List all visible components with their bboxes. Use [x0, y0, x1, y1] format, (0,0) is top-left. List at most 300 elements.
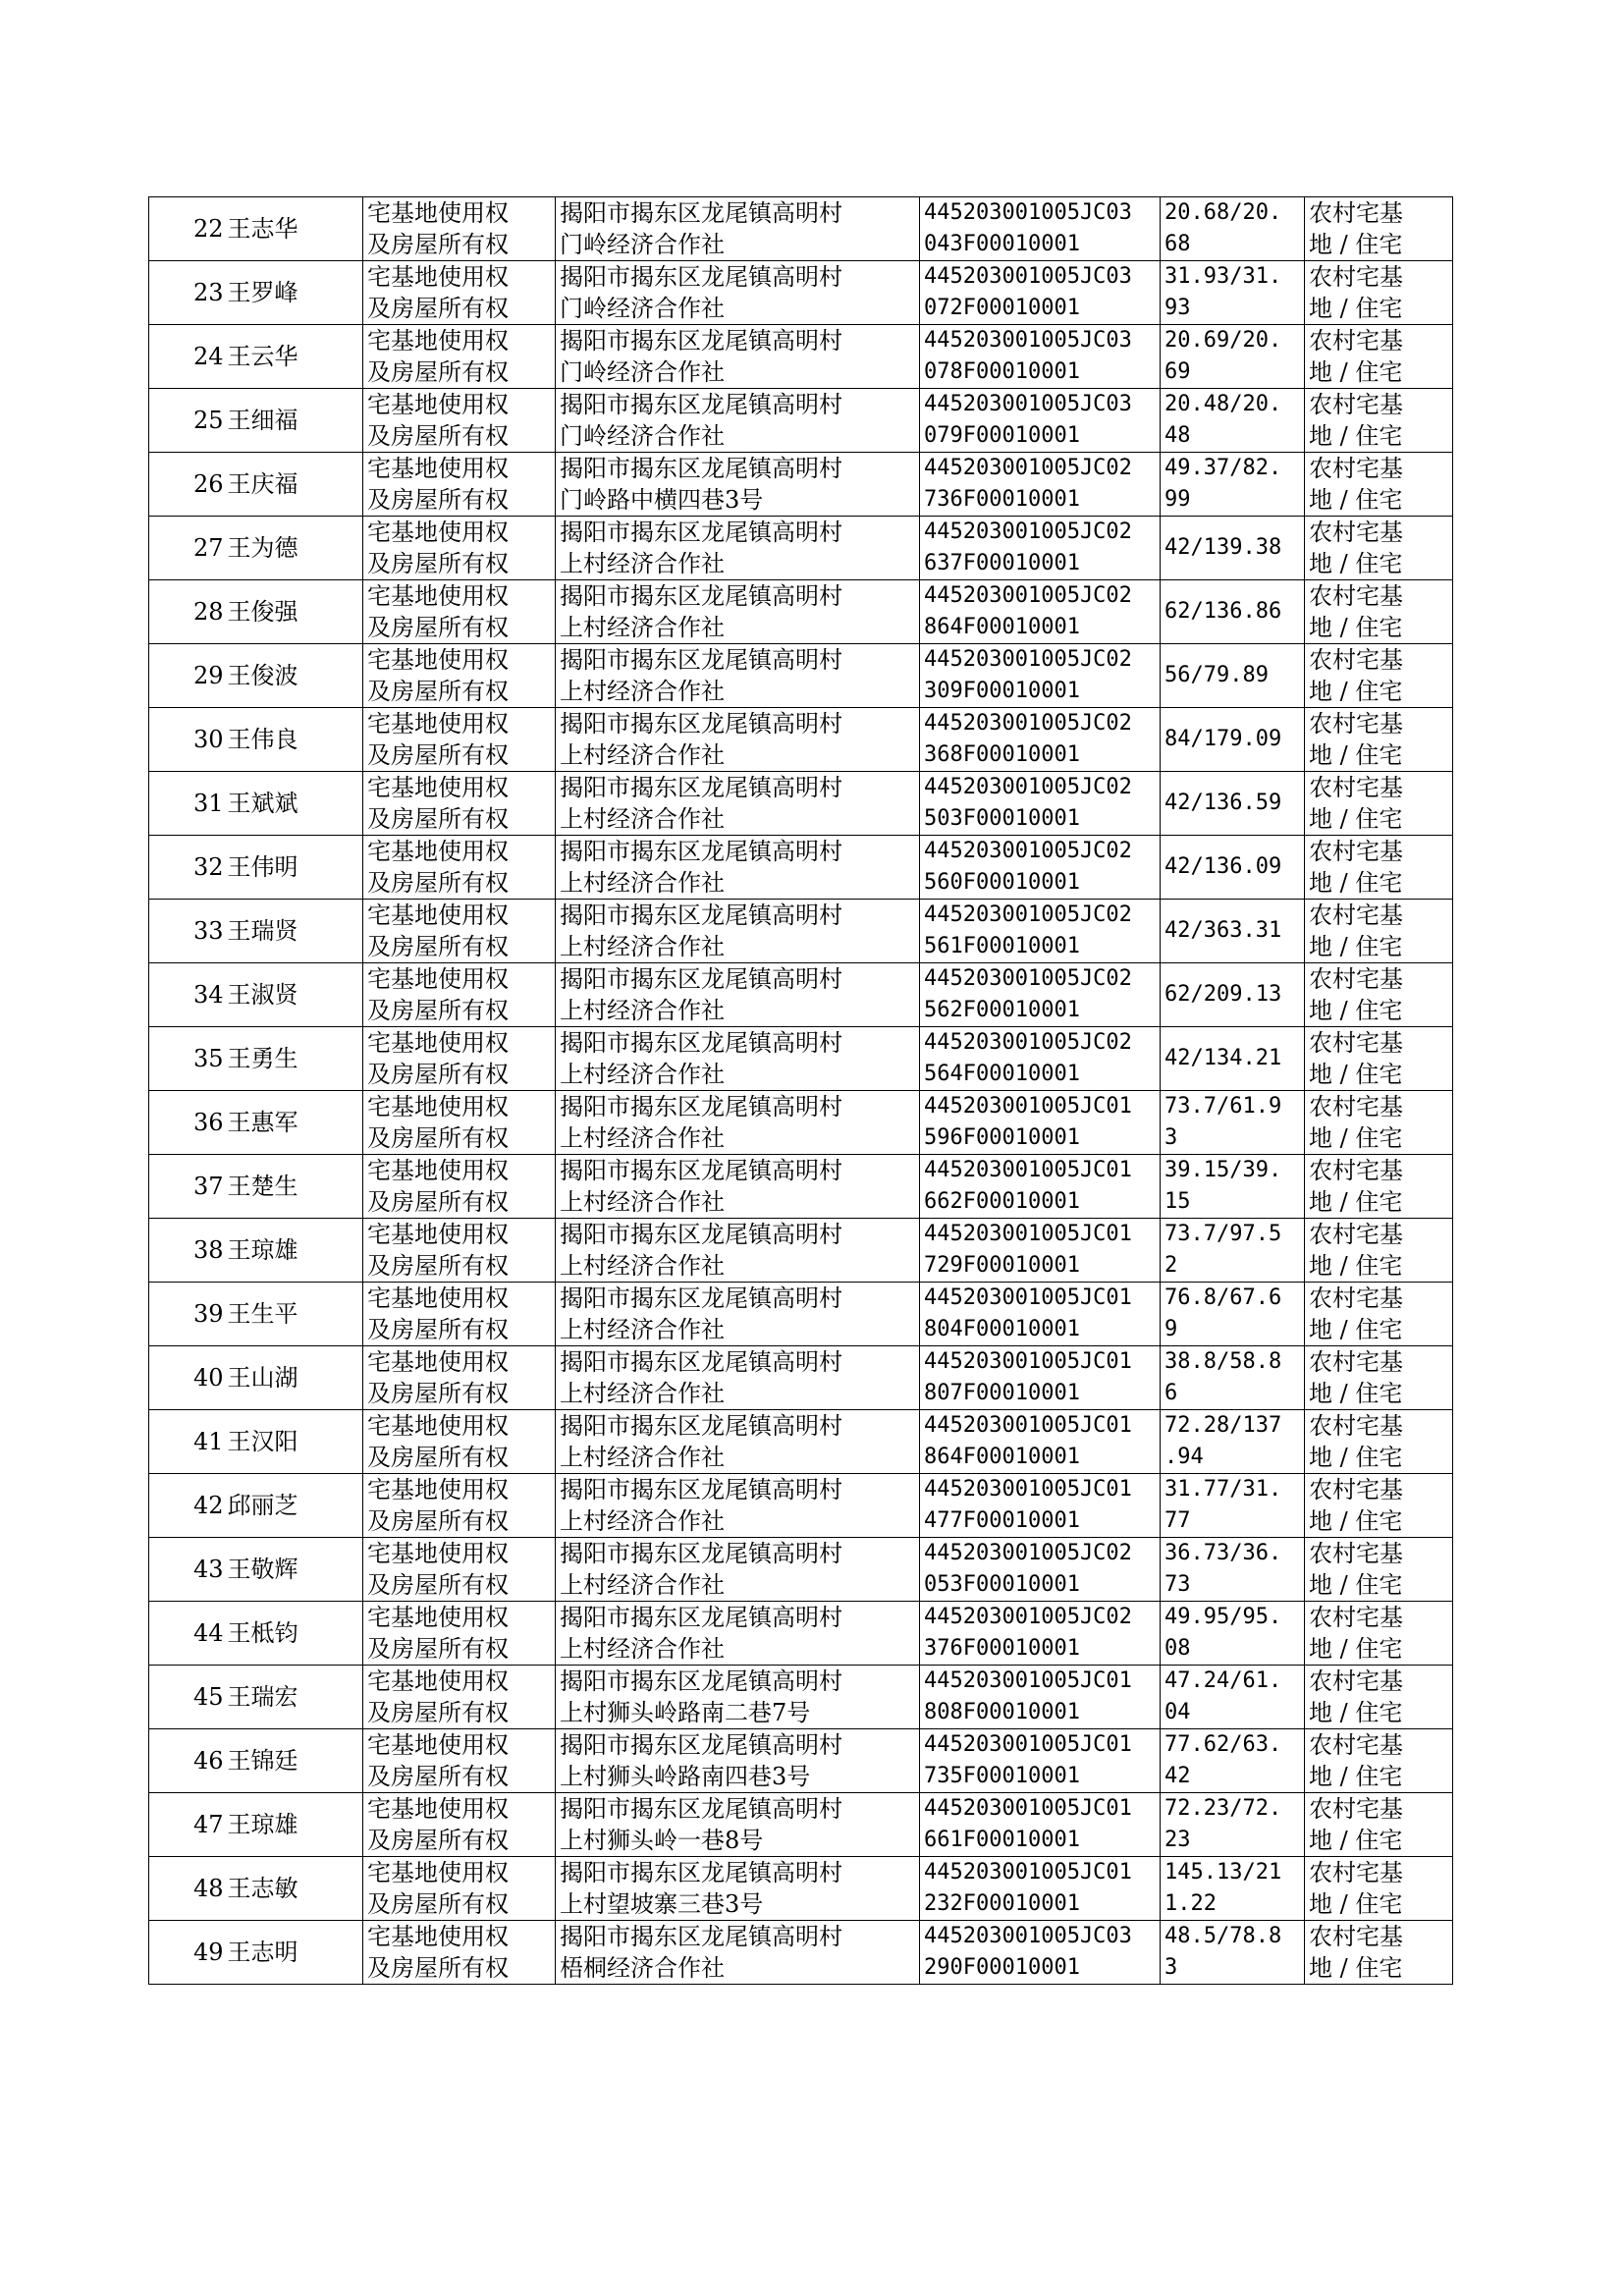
unit-code-line: 637F00010001 [924, 551, 1080, 575]
owner-name-cell: 王淑贤 [226, 963, 363, 1027]
table-row [149, 1091, 1453, 1155]
unit-code-cell [920, 900, 1161, 963]
area-value-cell [1161, 1219, 1305, 1283]
right-type-line: 及房屋所有权 [367, 550, 509, 577]
land-use-line: 农村宅基 [1309, 1476, 1403, 1503]
address-cell [556, 1219, 920, 1283]
table-row [149, 1666, 1453, 1729]
land-use-cell [1305, 197, 1453, 261]
land-use-line: 农村宅基 [1309, 1731, 1403, 1759]
unit-code-cell [920, 261, 1161, 325]
address-line: 揭阳市揭东区龙尾镇高明村 [560, 1476, 842, 1503]
unit-code-line: 445203001005JC02 [924, 519, 1132, 544]
area-value-line: 56/79.89 [1164, 663, 1269, 687]
right-type-line: 宅基地使用权 [367, 199, 509, 227]
land-use-line: 农村宅基 [1309, 1540, 1403, 1567]
right-type-cell [363, 1921, 556, 1985]
unit-code-line: 445203001005JC02 [924, 966, 1132, 991]
land-use-cell [1305, 580, 1453, 644]
land-use-line: 地 / 住宅 [1309, 1954, 1403, 1982]
address-line: 揭阳市揭东区龙尾镇高明村 [560, 1731, 842, 1759]
address-line: 上村经济合作社 [560, 805, 725, 833]
area-value-cell [1161, 708, 1305, 772]
table-row [149, 1602, 1453, 1666]
address-line: 上村经济合作社 [560, 1444, 725, 1471]
land-use-cell [1305, 1921, 1453, 1985]
unit-code-cell [920, 1155, 1161, 1219]
table-row [149, 1027, 1453, 1091]
unit-code-line: 503F00010001 [924, 806, 1080, 831]
address-cell [556, 1921, 920, 1985]
right-type-line: 及房屋所有权 [367, 486, 509, 514]
area-value-cell [1161, 1155, 1305, 1219]
unit-code-line: 445203001005JC01 [924, 1158, 1132, 1182]
address-cell [556, 261, 920, 325]
owner-name-cell: 王云华 [226, 325, 363, 389]
land-use-line: 地 / 住宅 [1309, 1890, 1403, 1918]
land-use-line: 农村宅基 [1309, 1221, 1403, 1248]
right-type-cell [363, 453, 556, 517]
right-type-line: 宅基地使用权 [367, 1795, 509, 1823]
land-use-line: 农村宅基 [1309, 1859, 1403, 1886]
address-line: 上村经济合作社 [560, 1571, 725, 1599]
area-value-line: 36.73/36. [1164, 1541, 1282, 1565]
land-use-line: 农村宅基 [1309, 710, 1403, 738]
unit-code-line: 043F00010001 [924, 232, 1080, 256]
unit-code-cell [920, 1091, 1161, 1155]
address-cell [556, 517, 920, 580]
area-value-line: 76.8/67.6 [1164, 1285, 1282, 1310]
land-use-line: 地 / 住宅 [1309, 805, 1403, 833]
right-type-cell [363, 1729, 556, 1793]
land-use-line: 地 / 住宅 [1309, 1444, 1403, 1471]
area-value-line: 42/136.09 [1164, 854, 1282, 879]
land-use-cell [1305, 1474, 1453, 1538]
area-value-line: 73.7/61.9 [1164, 1094, 1282, 1119]
unit-code-line: 445203001005JC02 [924, 1605, 1132, 1629]
unit-code-line: 560F00010001 [924, 870, 1080, 895]
unit-code-line: 808F00010001 [924, 1700, 1080, 1724]
unit-code-line: 561F00010001 [924, 934, 1080, 958]
unit-code-line: 445203001005JC01 [924, 1413, 1132, 1438]
row-index-cell: 39 [149, 1283, 226, 1346]
owner-name-cell: 王琼雄 [226, 1219, 363, 1283]
land-use-line: 农村宅基 [1309, 1348, 1403, 1376]
area-value-line: 31.77/31. [1164, 1477, 1282, 1502]
land-use-cell [1305, 1729, 1453, 1793]
unit-code-line: 445203001005JC02 [924, 456, 1132, 480]
area-value-cell [1161, 1283, 1305, 1346]
unit-code-line: 445203001005JC02 [924, 839, 1132, 863]
right-type-line: 及房屋所有权 [367, 1444, 509, 1471]
land-use-line: 地 / 住宅 [1309, 1699, 1403, 1726]
unit-code-cell [920, 1857, 1161, 1921]
unit-code-line: 662F00010001 [924, 1189, 1080, 1214]
unit-code-line: 445203001005JC01 [924, 1477, 1132, 1502]
land-use-cell [1305, 517, 1453, 580]
address-line: 揭阳市揭东区龙尾镇高明村 [560, 263, 842, 291]
unit-code-line: 661F00010001 [924, 1828, 1080, 1852]
unit-code-cell [920, 1283, 1161, 1346]
right-type-line: 及房屋所有权 [367, 358, 509, 386]
right-type-line: 及房屋所有权 [367, 997, 509, 1024]
address-cell [556, 1027, 920, 1091]
row-index-cell: 23 [149, 261, 226, 325]
right-type-line: 及房屋所有权 [367, 1316, 509, 1343]
area-value-line: .94 [1164, 1445, 1204, 1469]
owner-name-cell: 王山湖 [226, 1346, 363, 1410]
right-type-line: 及房屋所有权 [367, 678, 509, 705]
area-value-line: 38.8/58.8 [1164, 1349, 1282, 1374]
address-line: 上村狮头岭路南四巷3号 [560, 1763, 811, 1790]
right-type-line: 及房屋所有权 [367, 1890, 509, 1918]
right-type-cell [363, 580, 556, 644]
owner-name-cell: 王楚生 [226, 1155, 363, 1219]
right-type-cell [363, 1602, 556, 1666]
address-line: 揭阳市揭东区龙尾镇高明村 [560, 199, 842, 227]
unit-code-line: 562F00010001 [924, 998, 1080, 1022]
row-index-cell: 46 [149, 1729, 226, 1793]
unit-code-line: 596F00010001 [924, 1125, 1080, 1150]
row-index-cell: 29 [149, 644, 226, 708]
address-line: 揭阳市揭东区龙尾镇高明村 [560, 646, 842, 674]
owner-name-cell: 王瑞贤 [226, 900, 363, 963]
area-value-line: 73.7/97.5 [1164, 1222, 1282, 1246]
table-row [149, 1410, 1453, 1474]
unit-code-line: 445203001005JC01 [924, 1094, 1132, 1119]
right-type-cell [363, 1857, 556, 1921]
right-type-cell [363, 517, 556, 580]
land-use-line: 地 / 住宅 [1309, 614, 1403, 641]
address-line: 上村经济合作社 [560, 1124, 725, 1152]
unit-code-line: 445203001005JC03 [924, 1924, 1132, 1948]
right-type-line: 宅基地使用权 [367, 710, 509, 738]
unit-code-line: 445203001005JC03 [924, 264, 1132, 289]
address-cell [556, 389, 920, 453]
right-type-line: 及房屋所有权 [367, 1061, 509, 1088]
area-value-line: 23 [1164, 1828, 1191, 1852]
address-line: 上村经济合作社 [560, 933, 725, 960]
land-use-cell [1305, 1155, 1453, 1219]
land-use-line: 农村宅基 [1309, 1029, 1403, 1057]
unit-code-line: 864F00010001 [924, 1445, 1080, 1469]
address-line: 揭阳市揭东区龙尾镇高明村 [560, 1604, 842, 1631]
land-use-line: 地 / 住宅 [1309, 933, 1403, 960]
address-line: 揭阳市揭东区龙尾镇高明村 [560, 1348, 842, 1376]
unit-code-cell [920, 1538, 1161, 1602]
area-value-line: 48.5/78.8 [1164, 1924, 1282, 1948]
area-value-line: 99 [1164, 487, 1191, 512]
right-type-line: 宅基地使用权 [367, 774, 509, 801]
area-value-cell [1161, 1538, 1305, 1602]
land-use-cell [1305, 325, 1453, 389]
row-index-cell: 26 [149, 453, 226, 517]
address-line: 门岭经济合作社 [560, 358, 725, 386]
address-line: 上村经济合作社 [560, 550, 725, 577]
unit-code-cell [920, 836, 1161, 900]
right-type-cell [363, 261, 556, 325]
land-use-cell [1305, 1666, 1453, 1729]
address-line: 上村望坡寨三巷3号 [560, 1890, 764, 1918]
unit-code-line: 445203001005JC03 [924, 200, 1132, 225]
land-use-line: 地 / 住宅 [1309, 741, 1403, 769]
area-value-line: 15 [1164, 1189, 1191, 1214]
row-index-cell: 43 [149, 1538, 226, 1602]
table-row [149, 963, 1453, 1027]
area-value-cell [1161, 644, 1305, 708]
land-use-cell [1305, 1602, 1453, 1666]
address-cell [556, 1474, 920, 1538]
right-type-line: 及房屋所有权 [367, 805, 509, 833]
area-value-line: 9 [1164, 1317, 1178, 1341]
right-type-cell [363, 963, 556, 1027]
right-type-line: 宅基地使用权 [367, 838, 509, 865]
row-index-cell: 30 [149, 708, 226, 772]
address-line: 上村经济合作社 [560, 869, 725, 897]
unit-code-line: 445203001005JC03 [924, 392, 1132, 416]
address-line: 梧桐经济合作社 [560, 1954, 725, 1982]
area-value-line: 2 [1164, 1253, 1178, 1278]
address-line: 揭阳市揭东区龙尾镇高明村 [560, 902, 842, 929]
right-type-line: 及房屋所有权 [367, 1124, 509, 1152]
area-value-line: 42/139.38 [1164, 535, 1282, 560]
row-index-cell: 31 [149, 772, 226, 836]
area-value-line: 39.15/39. [1164, 1158, 1282, 1182]
right-type-line: 及房屋所有权 [367, 1635, 509, 1663]
unit-code-cell [920, 1410, 1161, 1474]
owner-name-cell: 王敬辉 [226, 1538, 363, 1602]
row-index-cell: 28 [149, 580, 226, 644]
address-line: 揭阳市揭东区龙尾镇高明村 [560, 774, 842, 801]
area-value-cell [1161, 325, 1305, 389]
area-value-cell [1161, 1410, 1305, 1474]
unit-code-line: 445203001005JC02 [924, 1541, 1132, 1565]
unit-code-line: 072F00010001 [924, 296, 1080, 320]
unit-code-cell [920, 1921, 1161, 1985]
land-use-cell [1305, 1219, 1453, 1283]
address-cell [556, 453, 920, 517]
table-row [149, 389, 1453, 453]
area-value-line: 47.24/61. [1164, 1668, 1282, 1693]
unit-code-cell [920, 644, 1161, 708]
right-type-cell [363, 1666, 556, 1729]
area-value-cell [1161, 1027, 1305, 1091]
owner-name-cell: 王志明 [226, 1921, 363, 1985]
unit-code-cell [920, 325, 1161, 389]
land-use-line: 地 / 住宅 [1309, 486, 1403, 514]
right-type-line: 及房屋所有权 [367, 422, 509, 450]
address-line: 揭阳市揭东区龙尾镇高明村 [560, 1795, 842, 1823]
land-use-line: 农村宅基 [1309, 1604, 1403, 1631]
address-line: 揭阳市揭东区龙尾镇高明村 [560, 1667, 842, 1695]
right-type-line: 宅基地使用权 [367, 1029, 509, 1057]
address-cell [556, 963, 920, 1027]
area-value-line: 08 [1164, 1636, 1191, 1661]
address-cell [556, 644, 920, 708]
right-type-line: 及房屋所有权 [367, 295, 509, 322]
right-type-line: 宅基地使用权 [367, 646, 509, 674]
land-use-line: 地 / 住宅 [1309, 1635, 1403, 1663]
area-value-line: 20.69/20. [1164, 328, 1282, 353]
owner-name-cell: 王琼雄 [226, 1793, 363, 1857]
right-type-line: 宅基地使用权 [367, 1284, 509, 1312]
area-value-line: 42/136.59 [1164, 791, 1282, 815]
table-row [149, 1219, 1453, 1283]
owner-name-cell: 王庆福 [226, 453, 363, 517]
land-use-line: 地 / 住宅 [1309, 1380, 1403, 1407]
table-row [149, 1474, 1453, 1538]
address-cell [556, 1793, 920, 1857]
table-row [149, 580, 1453, 644]
right-type-cell [363, 1219, 556, 1283]
address-cell [556, 900, 920, 963]
address-line: 揭阳市揭东区龙尾镇高明村 [560, 582, 842, 610]
area-value-cell [1161, 389, 1305, 453]
address-line: 揭阳市揭东区龙尾镇高明村 [560, 519, 842, 546]
address-line: 门岭路中横四巷3号 [560, 486, 764, 514]
unit-code-line: 079F00010001 [924, 423, 1080, 448]
row-index-cell: 45 [149, 1666, 226, 1729]
row-index-cell: 36 [149, 1091, 226, 1155]
right-type-cell [363, 900, 556, 963]
land-use-cell [1305, 1793, 1453, 1857]
area-value-line: 42/363.31 [1164, 918, 1282, 943]
right-type-line: 宅基地使用权 [367, 1604, 509, 1631]
right-type-cell [363, 1474, 556, 1538]
land-use-cell [1305, 389, 1453, 453]
land-use-line: 地 / 住宅 [1309, 358, 1403, 386]
area-value-cell [1161, 1921, 1305, 1985]
address-line: 上村经济合作社 [560, 1316, 725, 1343]
owner-name-cell: 王俊强 [226, 580, 363, 644]
unit-code-line: 445203001005JC01 [924, 1796, 1132, 1821]
address-line: 揭阳市揭东区龙尾镇高明村 [560, 1412, 842, 1440]
address-line: 上村经济合作社 [560, 1188, 725, 1216]
land-use-cell [1305, 1283, 1453, 1346]
address-line: 揭阳市揭东区龙尾镇高明村 [560, 1859, 842, 1886]
address-cell [556, 580, 920, 644]
address-cell [556, 1091, 920, 1155]
unit-code-line: 368F00010001 [924, 742, 1080, 767]
area-value-cell [1161, 1346, 1305, 1410]
area-value-cell [1161, 1474, 1305, 1538]
unit-code-line: 309F00010001 [924, 679, 1080, 703]
area-value-cell [1161, 1091, 1305, 1155]
unit-code-line: 445203001005JC02 [924, 775, 1132, 799]
land-use-line: 地 / 住宅 [1309, 1507, 1403, 1535]
unit-code-cell [920, 389, 1161, 453]
right-type-cell [363, 1793, 556, 1857]
area-value-cell [1161, 772, 1305, 836]
land-use-line: 农村宅基 [1309, 1795, 1403, 1823]
address-line: 上村经济合作社 [560, 997, 725, 1024]
land-use-line: 地 / 住宅 [1309, 295, 1403, 322]
address-line: 上村经济合作社 [560, 1061, 725, 1088]
row-index-cell: 41 [149, 1410, 226, 1474]
land-use-line: 农村宅基 [1309, 263, 1403, 291]
unit-code-line: 804F00010001 [924, 1317, 1080, 1341]
land-use-line: 地 / 住宅 [1309, 997, 1403, 1024]
row-index-cell: 37 [149, 1155, 226, 1219]
area-value-cell [1161, 517, 1305, 580]
row-index-cell: 35 [149, 1027, 226, 1091]
row-index-cell: 22 [149, 197, 226, 261]
address-line: 门岭经济合作社 [560, 295, 725, 322]
area-value-line: 93 [1164, 296, 1191, 320]
unit-code-line: 564F00010001 [924, 1062, 1080, 1086]
area-value-cell [1161, 836, 1305, 900]
table-row [149, 1346, 1453, 1410]
area-value-line: 68 [1164, 232, 1191, 256]
address-line: 揭阳市揭东区龙尾镇高明村 [560, 710, 842, 738]
land-use-cell [1305, 900, 1453, 963]
area-value-line: 04 [1164, 1700, 1191, 1724]
area-value-line: 73 [1164, 1572, 1191, 1597]
right-type-line: 宅基地使用权 [367, 1412, 509, 1440]
table-row [149, 900, 1453, 963]
area-value-cell [1161, 1729, 1305, 1793]
row-index-cell: 33 [149, 900, 226, 963]
land-use-line: 地 / 住宅 [1309, 550, 1403, 577]
area-value-cell [1161, 1857, 1305, 1921]
right-type-line: 宅基地使用权 [367, 1540, 509, 1567]
unit-code-cell [920, 517, 1161, 580]
unit-code-line: 445203001005JC02 [924, 711, 1132, 736]
unit-code-line: 445203001005JC02 [924, 583, 1132, 608]
right-type-line: 宅基地使用权 [367, 1923, 509, 1950]
land-use-line: 地 / 住宅 [1309, 1252, 1403, 1280]
right-type-cell [363, 325, 556, 389]
address-line: 揭阳市揭东区龙尾镇高明村 [560, 1093, 842, 1120]
address-line: 上村经济合作社 [560, 1507, 725, 1535]
land-use-cell [1305, 1346, 1453, 1410]
owner-name-cell: 王伟良 [226, 708, 363, 772]
right-type-line: 宅基地使用权 [367, 1157, 509, 1184]
area-value-cell [1161, 963, 1305, 1027]
area-value-line: 31.93/31. [1164, 264, 1282, 289]
unit-code-cell [920, 963, 1161, 1027]
address-cell [556, 772, 920, 836]
row-index-cell: 34 [149, 963, 226, 1027]
row-index-cell: 32 [149, 836, 226, 900]
area-value-line: 77 [1164, 1508, 1191, 1533]
area-value-line: 69 [1164, 359, 1191, 384]
table-row [149, 517, 1453, 580]
right-type-cell [363, 1346, 556, 1410]
owner-name-cell: 王柢钧 [226, 1602, 363, 1666]
land-use-cell [1305, 1857, 1453, 1921]
unit-code-line: 864F00010001 [924, 615, 1080, 639]
unit-code-line: 445203001005JC01 [924, 1285, 1132, 1310]
unit-code-line: 729F00010001 [924, 1253, 1080, 1278]
area-value-line: 6 [1164, 1381, 1178, 1405]
right-type-cell [363, 644, 556, 708]
table-row [149, 261, 1453, 325]
area-value-cell [1161, 580, 1305, 644]
unit-code-line: 445203001005JC03 [924, 328, 1132, 353]
right-type-line: 及房屋所有权 [367, 1763, 509, 1790]
owner-name-cell: 王勇生 [226, 1027, 363, 1091]
address-line: 揭阳市揭东区龙尾镇高明村 [560, 838, 842, 865]
unit-code-line: 053F00010001 [924, 1572, 1080, 1597]
unit-code-line: 807F00010001 [924, 1381, 1080, 1405]
land-use-cell [1305, 1538, 1453, 1602]
land-use-line: 农村宅基 [1309, 199, 1403, 227]
right-type-line: 宅基地使用权 [367, 1093, 509, 1120]
unit-code-cell [920, 1474, 1161, 1538]
address-line: 上村经济合作社 [560, 1635, 725, 1663]
unit-code-cell [920, 708, 1161, 772]
